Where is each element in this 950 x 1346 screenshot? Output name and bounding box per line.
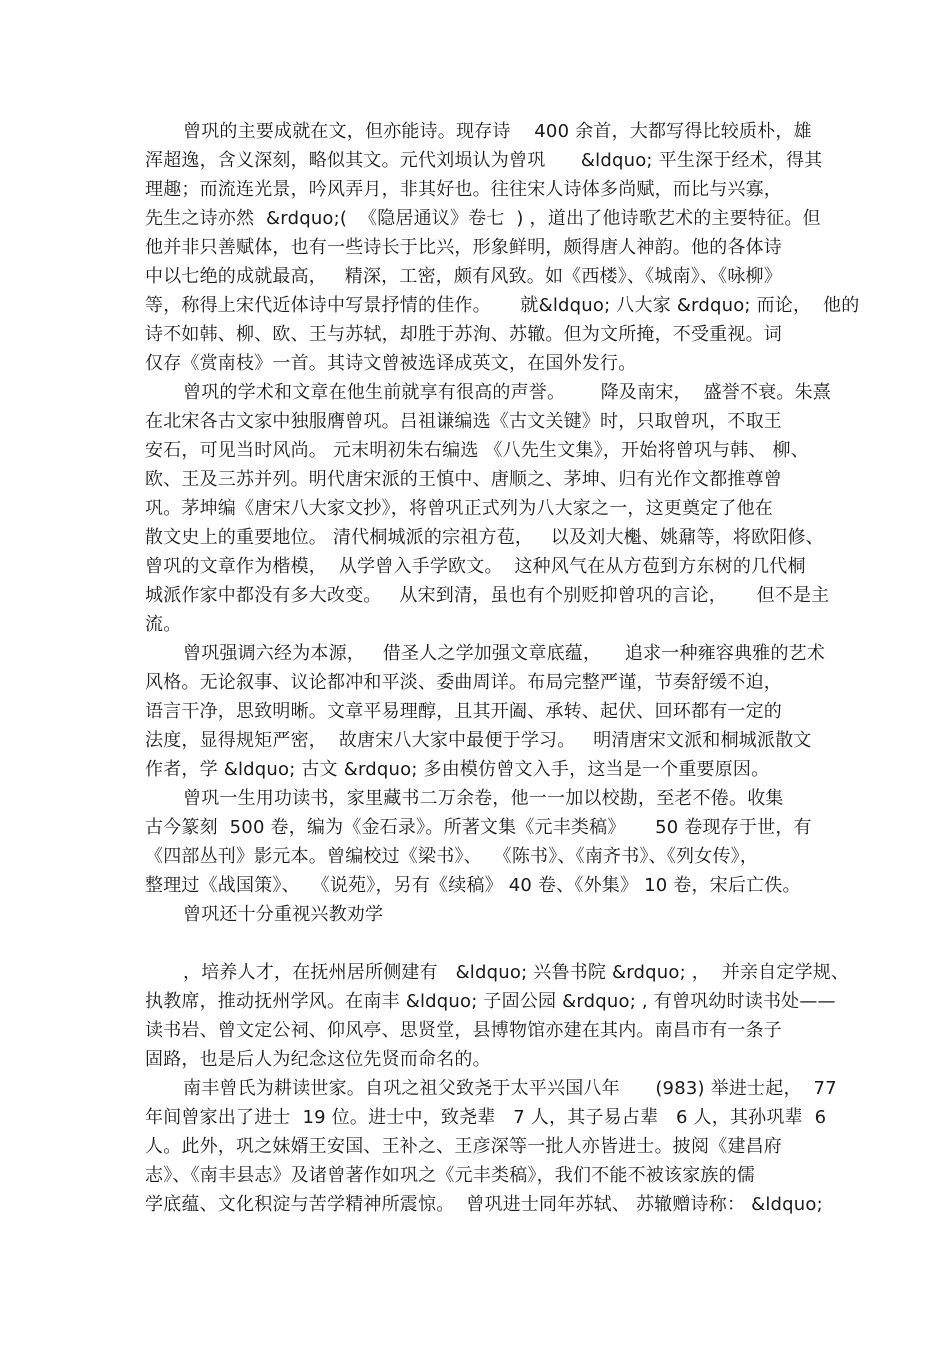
- text-line: 年间曾家出了进士 19 位。进士中，致尧辈 7 人，其子易占辈 6 人，其孙巩辈 6: [145, 1107, 827, 1128]
- text-line: 曾巩一生用功读书，家里藏书二万余卷，他一一加以校勘，至老不倦。收集: [183, 788, 784, 809]
- text-line: 《四部丛刊》影元本。曾编校过《梁书》、 《陈书》、《南齐书》、《列女传》，: [145, 846, 759, 867]
- text-line: 诗不如韩、柳、欧、王与苏轼，却胜于苏洵、苏辙。但为文所掩，不受重视。词: [145, 324, 782, 345]
- text-line: 曾巩的文章作为楷模， 从学曾入手学欧文。 这种风气在从方苞到方东树的几代桐: [145, 556, 806, 577]
- text-line: 作者，学 &ldquo; 古文 &rdquo; 多由模仿曾文入手，这当是一个重要原因。: [145, 759, 770, 780]
- text-line: 曾巩的学术和文章在他生前就享有很高的声誉。 降及南宋， 盛誉不衰。朱熹: [183, 382, 831, 403]
- text-line: 理趣；而流连光景，吟风弄月，非其好也。往往宋人诗体多尚赋，而比与兴寡，: [145, 179, 782, 200]
- text-line: 法度，显得规矩严密， 故唐宋八大家中最便于学习。 明清唐宋文派和桐城派散文: [145, 730, 812, 751]
- text-line: 学底蕴、文化积淀与苦学精神所震惊。 曾巩进士同年苏轼、 苏辙赠诗称： &ldquo;: [145, 1194, 823, 1215]
- text-line: 南丰曾氏为耕读世家。自巩之祖父致尧于太平兴国八年 (983) 举进士起， 77: [183, 1078, 837, 1099]
- text-line: 风格。无论叙事、议论都冲和平淡、委曲周详。布局完整严谨，节奏舒缓不迫，: [145, 672, 782, 693]
- text-line: 仅存《赏南枝》一首。其诗文曾被选译成英文，在国外发行。: [145, 353, 637, 374]
- text-line: 读书岩、曾文定公祠、仰风亭、思贤堂，县博物馆亦建在其内。南昌市有一条子: [145, 1020, 782, 1041]
- text-line: 在北宋各古文家中独服膺曾巩。吕祖谦编选《古文关键》时，只取曾巩，不取王: [145, 411, 782, 432]
- text-line: 固路，也是后人为纪念这位先贤而命名的。: [145, 1049, 491, 1070]
- text-line: 城派作家中都没有多大改变。 从宋到清，虽也有个别贬抑曾巩的言论， 但不是主: [145, 585, 830, 606]
- text-line: 散文史上的重要地位。 清代桐城派的宗祖方苞， 以及刘大櫆、姚鼐等，将欧阳修、: [145, 527, 824, 548]
- text-line: 志》、《南丰县志》及诸曾著作如巩之《元丰类稿》，我们不能不被该家族的儒: [145, 1165, 755, 1186]
- text-line: 他并非只善赋体，也有一些诗长于比兴，形象鲜明，颇得唐人神韵。他的各体诗: [145, 237, 782, 258]
- text-line: ，培养人才，在抚州居所侧建有 &ldquo; 兴鲁书院 &rdquo; ， 并亲自定学规、: [183, 962, 850, 983]
- text-line: 先生之诗亦然 &rdquo;( 《隐居通议》卷七 ) ，道出了他诗歌艺术的主要特征。但: [145, 208, 821, 229]
- text-line: 曾巩还十分重视兴教劝学: [183, 904, 384, 925]
- text-line: 安石，可见当时风尚。 元末明初朱右编选 《八先生文集》，开始将曾巩与韩、 柳、: [145, 440, 809, 461]
- text-line: 曾巩的主要成就在文，但亦能诗。现存诗 400 余首，大都写得比较质朴，雄: [183, 121, 812, 142]
- text-line: 欧、王及三苏并列。明代唐宋派的王慎中、唐顺之、茅坤、归有光作文都推尊曾: [145, 469, 782, 490]
- text-line: 曾巩强调六经为本源， 借圣人之学加强文章底蕴， 追求一种雍容典雅的艺术: [183, 643, 826, 664]
- text-line: 流。: [145, 614, 182, 635]
- text-line: 人。此外，巩之妹婿王安国、王补之、王彦深等一批人亦皆进士。披阅《建昌府: [145, 1136, 782, 1157]
- text-line: 浑超逸，含义深刻，略似其文。元代刘埙认为曾巩 &ldquo; 平生深于经术，得其: [145, 150, 823, 171]
- text-line: 语言干净，思致明晰。文章平易理醇，且其开阖、承转、起伏、回环都有一定的: [145, 701, 782, 722]
- text-line: 中以七绝的成就最高， 精深，工密，颇有风致。如《西楼》、《城南》、《咏柳》: [145, 266, 782, 287]
- text-line: 执教席，推动抚州学风。在南丰 &ldquo; 子固公园 &rdquo; , 有曾巩幼时读书处——: [145, 991, 836, 1012]
- text-line: 古今篆刻 500 卷，编为《金石录》。所著文集《元丰类稿》 50 卷现存于世，有: [145, 817, 812, 838]
- text-line: 整理过《战国策》、 《说苑》，另有《续稿》 40 卷、《外集》 10 卷，宋后亡佚。: [145, 875, 801, 896]
- text-line: 等，称得上宋代近体诗中写景抒情的佳作。 就&ldquo; 八大家 &rdquo; 而论， 他的: [145, 295, 860, 316]
- text-line: 巩。茅坤编《唐宋八大家文抄》，将曾巩正式列为八大家之一，这更奠定了他在: [145, 498, 773, 519]
